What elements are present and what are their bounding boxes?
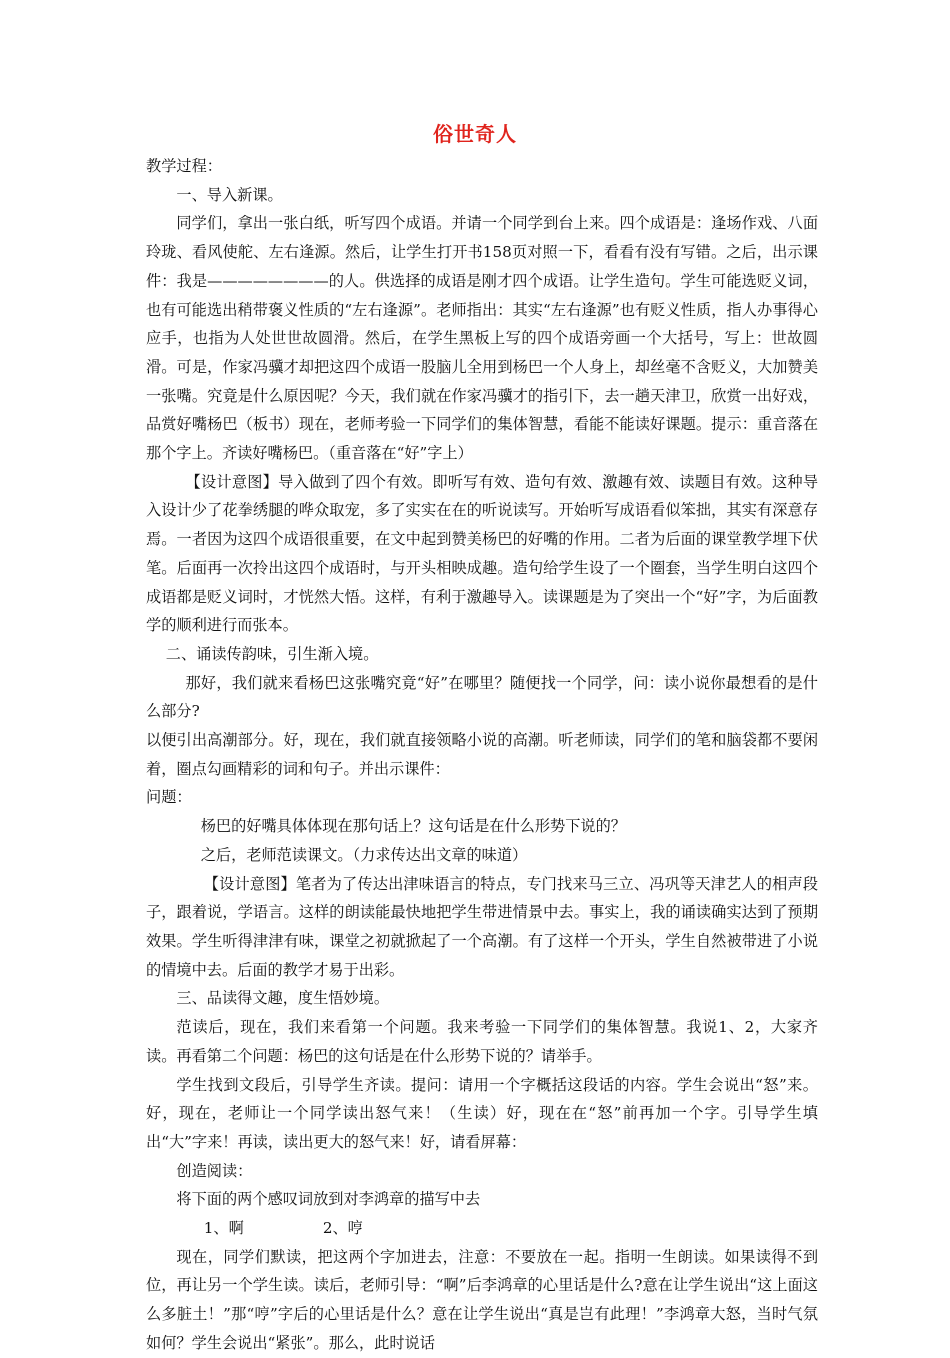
- paragraph: 【设计意图】笔者为了传达出津味语言的特点，专门找来马三立、冯巩等天津艺人的相声段子，跟着说，学语言。这样的朗读能最快地把学生带进情景中去。事实上，我的诵读确实达到了预期效果。学生听得津津有味，课堂之初就掀起了一个高潮。有了这样一个开头，学生自然被带进了小说的情境中去。后面的教学才易于出彩。: [146, 874, 818, 979]
- paragraph: 学生找到文段后，引导学生齐读。提问：请用一个字概括这段话的内容。学生会说出“怒”来。好，现在，老师让一个同学读出怒气来！（生读）好，现在在“怒”前再加一个字。引导学生填出“大”字来！再读，读出更大的怒气来！好，请看屏幕：: [146, 1075, 818, 1151]
- paragraph: 【设计意图】导入做到了四个有效。即听写有效、造句有效、激趣有效、读题目有效。这种导入设计少了花拳绣腿的哗众取宠，多了实实在在的听说读写。开始听写成语看似笨拙，其实有深意存焉。一者因为这四个成语很重要，在文中起到赞美杨巴的好嘴的作用。二者为后面的课堂教学埋下伏笔。后面再一次拎出这四个成语时，与开头相映成趣。造句给学生设了一个圈套，当学生明白这四个成语都是贬义词时，才恍然大悟。这样，有利于激趣导入。读课题是为了突出一个“好”字，为后面教学的顺利进行而张本。: [146, 472, 818, 635]
- section-heading: 二、诵读传韵味，引生渐入境。: [165, 644, 379, 663]
- paragraph: 以便引出高潮部分。好，现在，我们就直接领略小说的高潮。听老师读，同学们的笔和脑袋都不要闲着，圈点勾画精彩的词和句子。并出示课件：: [146, 731, 818, 778]
- paragraph: 现在，同学们默读，把这两个字加进去，注意：不要放在一起。指明一生朗读。如果读得不到位，再让另一个学生读。读后，老师引导：“啊”后李鸿章的心里话是什么?意在让学生说出“这上面这么多脏土！”那“哼”字后的心里话是什么？意在让学生说出“真是岂有此理！”李鸿章大怒，当时气氛如何？学生会说出“紧张”。那么，此时说话: [146, 1247, 818, 1352]
- option-1: 1、啊: [203, 1219, 244, 1238]
- paragraph: 问题：: [146, 788, 192, 807]
- section-label: 教学过程：: [146, 157, 222, 175]
- document-title: 俗世奇人: [433, 122, 517, 146]
- paragraph: 创造阅读：: [176, 1161, 253, 1180]
- option-2: 2、哼: [322, 1219, 363, 1238]
- section-heading: 一、导入新课。: [176, 185, 283, 204]
- document-body: [146, 152, 818, 1358]
- question-text: 杨巴的好嘴具体体现在那句话上？这句话是在什么形势下说的？: [200, 817, 626, 836]
- interjection-options: [146, 1214, 818, 1243]
- paragraph: 将下面的两个感叹词放到对李鸿章的描写中去: [176, 1190, 481, 1209]
- section-heading: 三、品读得文趣，度生悟妙境。: [176, 989, 390, 1008]
- paragraph: 之后，老师范读课文。（力求传达出文章的味道）: [200, 845, 528, 864]
- paragraph: 同学们，拿出一张白纸，听写四个成语。并请一个同学到台上来。四个成语是：逢场作戏、八面玲珑、看风使舵、左右逢源。然后，让学生打开书158页对照一下，看看有没有写错。之后，出示课件：我是————————的人。供选择的成语是刚才四个成语。让学生造句。学生可能选贬义词，也有可能选出稍带褒义性质的“左右逢源”。老师指出：其实“左右逢源”也有贬义性质，指人办事得心应手，也指为人处世世故圆滑。然后，在学生黑板上写的四个成语旁画一个大括号，写上：世故圆滑。可是，作家冯骥才却把这四个成语一股脑儿全用到杨巴一个人身上，却丝毫不含贬义，大加赞美一张嘴。究竟是什么原因呢？今天，我们就在作家冯骥才的指引下，去一趟天津卫，欣赏一出好戏，品赏好嘴杨巴（板书）现在，老师考验一下同学们的集体智慧，看能不能读好课题。提示：重音落在那个字上。齐读好嘴杨巴。（重音落在“好”字上）: [146, 214, 818, 463]
- paragraph: 范读后，现在，我们来看第一个问题。我来考验一下同学们的集体智慧。我说1、2，大家齐读。再看第二个问题：杨巴的这句话是在什么形势下说的？请举手。: [146, 1018, 818, 1065]
- paragraph: 那好，我们就来看杨巴这张嘴究竟“好”在哪里？随便找一个同学，问：读小说你最想看的是什么部分?: [146, 673, 818, 721]
